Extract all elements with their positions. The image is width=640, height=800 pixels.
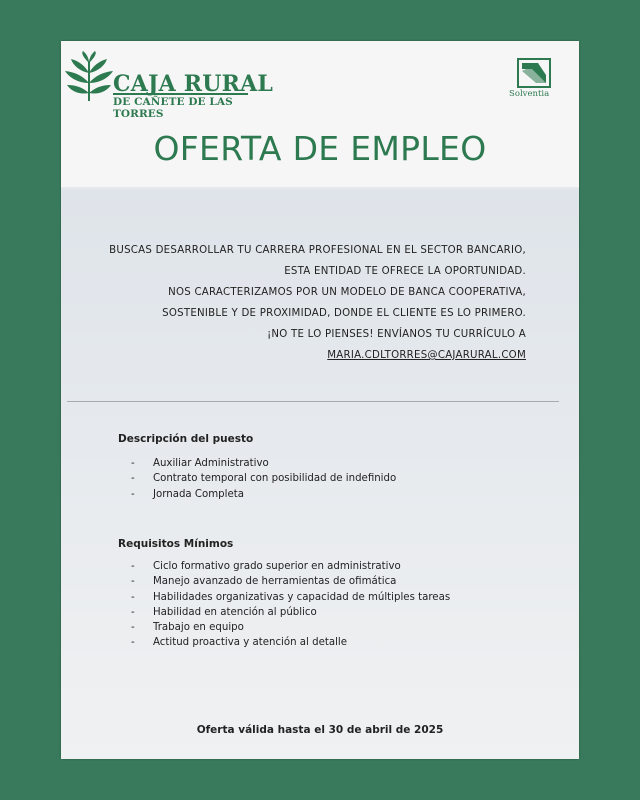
- list-item: - Ciclo formativo grado superior en administrativo: [131, 561, 401, 572]
- divider: [67, 401, 559, 402]
- solventia-label: Solventia: [509, 89, 550, 99]
- intro-line: NOS CARACTERIZAMOS POR UN MODELO DE BANCA COOPERATIVA,: [168, 287, 526, 298]
- intro-line: BUSCAS DESARROLLAR TU CARRERA PROFESIONAL EN EL SECTOR BANCARIO,: [109, 245, 526, 256]
- list-item: - Manejo avanzado de herramientas de ofimática: [131, 576, 397, 588]
- list-item: - Jornada Completa: [131, 488, 244, 500]
- list-item: - Contrato temporal con posibilidad de indefinido: [131, 473, 397, 485]
- caja-rural-wheat-logo: [63, 51, 113, 103]
- header-band: [61, 41, 579, 187]
- validity-note: Oferta válida hasta el 30 de abril de 2025: [196, 724, 444, 736]
- intro-line: SOSTENIBLE Y DE PROXIMIDAD, DONDE EL CLIENTE ES LO PRIMERO.: [162, 308, 526, 319]
- intro-line: ESTA ENTIDAD TE OFRECE LA OPORTUNIDAD.: [284, 266, 526, 277]
- requirements-list: [131, 559, 450, 651]
- brand-name: CAJA RURAL: [113, 71, 274, 97]
- page-title: OFERTA DE EMPLEO: [153, 129, 487, 168]
- contact-email-link[interactable]: MARIA.CDLTORRES@CAJARURAL.COM: [327, 350, 526, 361]
- list-item: - Habilidades organizativas y capacidad de múltiples tareas: [131, 591, 451, 603]
- list-item: - Habilidad en atención al público: [131, 606, 317, 618]
- list-item: - Auxiliar Administrativo: [131, 458, 269, 469]
- job-offer-poster: [61, 41, 579, 759]
- description-list: [131, 456, 396, 502]
- brand-subtitle: DE CAÑETE DE LAS TORRES: [113, 93, 248, 120]
- requirements-heading: Requisitos Mínimos: [118, 538, 234, 550]
- list-item: - Trabajo en equipo: [131, 622, 244, 634]
- list-item: - Actitud proactiva y atención al detalle: [131, 637, 348, 649]
- intro-text: [66, 240, 526, 366]
- description-heading: Descripción del puesto: [118, 433, 254, 445]
- intro-line: ¡NO TE LO PIENSES! ENVÍANOS TU CURRÍCULO A: [267, 329, 526, 340]
